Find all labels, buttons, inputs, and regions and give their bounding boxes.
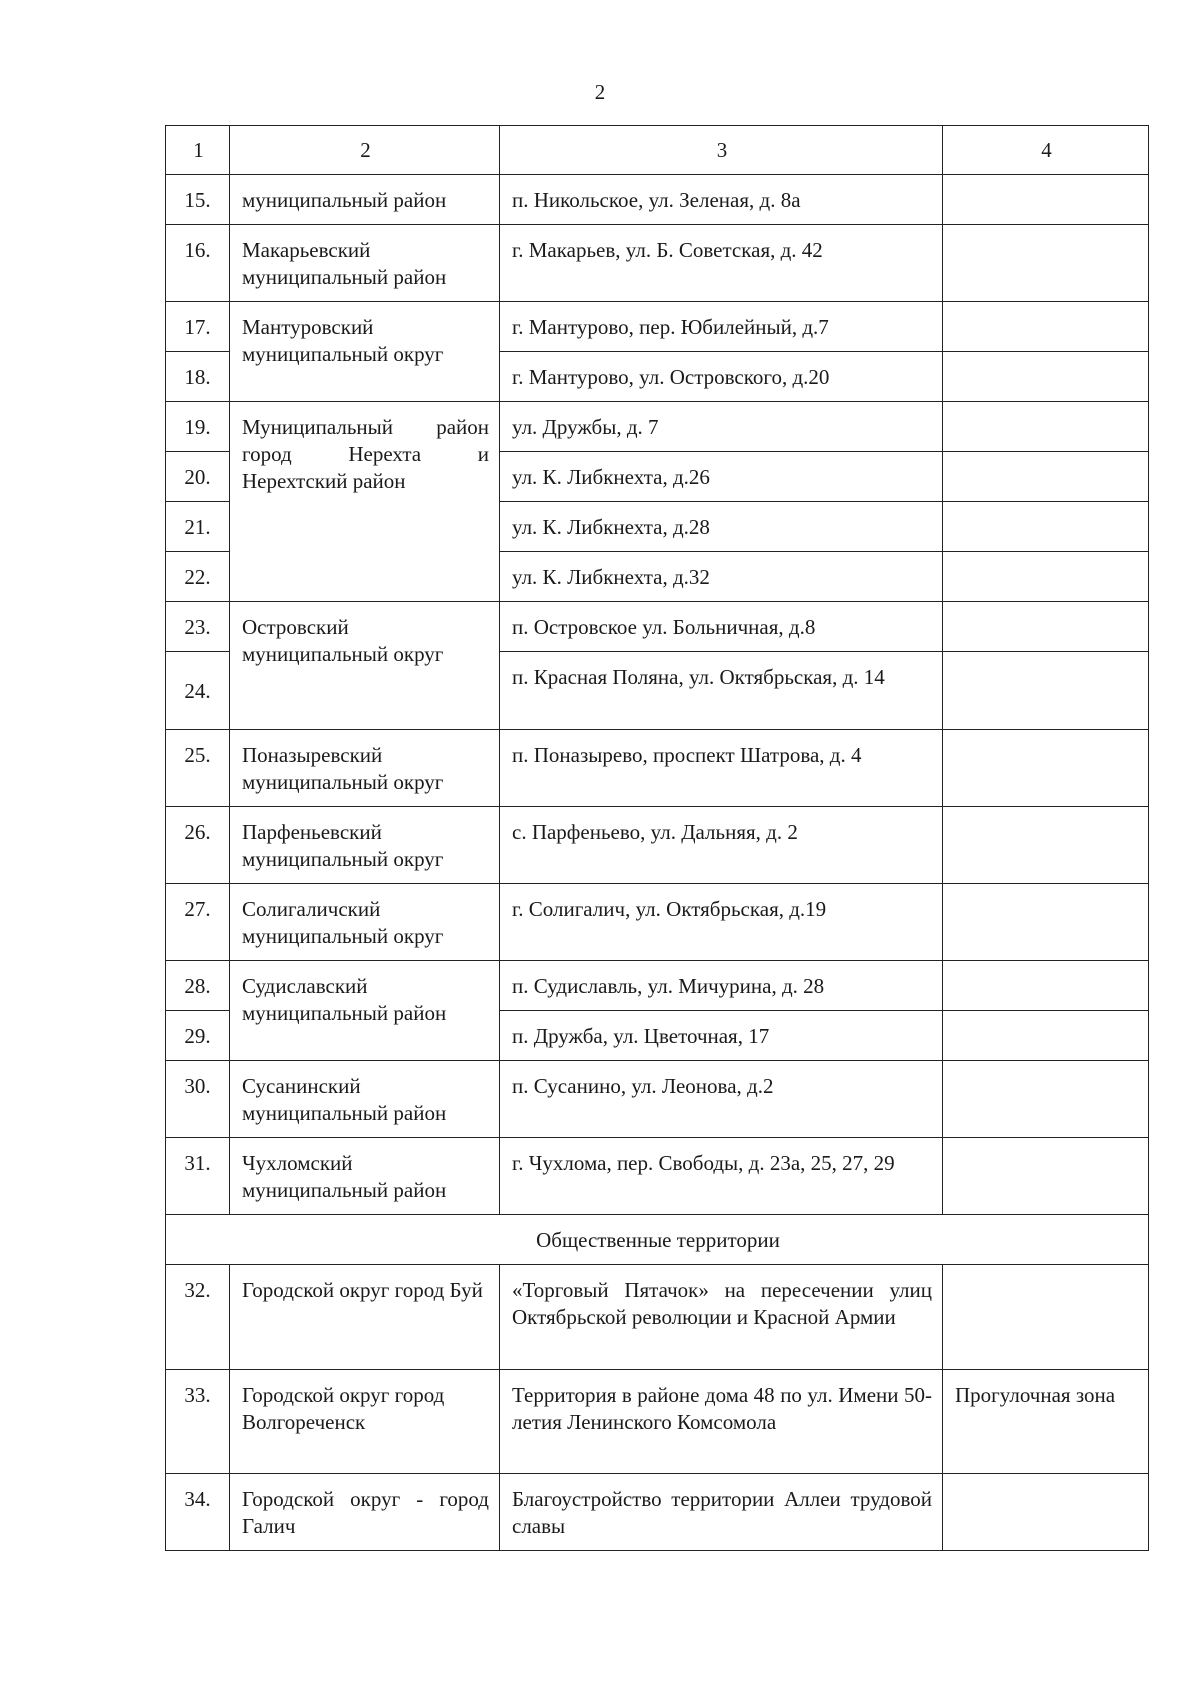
row-number: 31. — [166, 1138, 230, 1215]
address-cell: п. Сусанино, ул. Леонова, д.2 — [500, 1061, 943, 1138]
row-number: 25. — [166, 730, 230, 807]
address-cell: п. Никольское, ул. Зеленая, д. 8а — [500, 175, 943, 225]
district-cell: Островский муниципальный округ — [230, 602, 500, 730]
note-cell — [943, 807, 1149, 884]
row-number: 17. — [166, 302, 230, 352]
row-number: 30. — [166, 1061, 230, 1138]
row-number: 34. — [166, 1474, 230, 1551]
column-header: 4 — [943, 126, 1149, 175]
table-row — [166, 961, 1149, 1011]
address-cell: ул. К. Либкнехта, д.28 — [500, 502, 943, 552]
row-number: 22. — [166, 552, 230, 602]
table-row — [166, 807, 1149, 884]
table-row — [166, 730, 1149, 807]
row-number: 19. — [166, 402, 230, 452]
address-cell: «Торговый Пятачок» на пересечении улиц Октябрьской революции и Красной Армии — [500, 1265, 943, 1370]
note-cell — [943, 1474, 1149, 1551]
note-cell — [943, 302, 1149, 352]
address-cell: п. Судиславль, ул. Мичурина, д. 28 — [500, 961, 943, 1011]
district-cell: Городской округ город Буй — [230, 1265, 500, 1370]
district-cell: Чухломский муниципальный район — [230, 1138, 500, 1215]
column-header: 2 — [230, 126, 500, 175]
row-number: 20. — [166, 452, 230, 502]
note-cell — [943, 1138, 1149, 1215]
address-cell: п. Красная Поляна, ул. Октябрьская, д. 14 — [500, 652, 943, 730]
note-cell — [943, 352, 1149, 402]
row-number: 26. — [166, 807, 230, 884]
address-cell: п. Островское ул. Больничная, д.8 — [500, 602, 943, 652]
note-cell — [943, 502, 1149, 552]
note-cell — [943, 175, 1149, 225]
note-cell — [943, 225, 1149, 302]
section-row — [166, 1215, 1149, 1265]
table-row — [166, 1474, 1149, 1551]
district-cell: Сусанинский муниципальный район — [230, 1061, 500, 1138]
note-cell: Прогулочная зона — [943, 1370, 1149, 1474]
row-number: 33. — [166, 1370, 230, 1474]
table-row — [166, 884, 1149, 961]
note-cell — [943, 452, 1149, 502]
address-cell: ул. К. Либкнехта, д.32 — [500, 552, 943, 602]
address-cell: Территория в районе дома 48 по ул. Имени 50-летия Ленинского Комсомола — [500, 1370, 943, 1474]
column-header: 1 — [166, 126, 230, 175]
district-cell: Парфеньевский муниципальный округ — [230, 807, 500, 884]
table-row — [166, 402, 1149, 452]
section-heading: Общественные территории — [166, 1215, 1149, 1265]
note-cell — [943, 402, 1149, 452]
row-number: 23. — [166, 602, 230, 652]
address-cell: с. Парфеньево, ул. Дальняя, д. 2 — [500, 807, 943, 884]
table-row — [166, 225, 1149, 302]
row-number: 28. — [166, 961, 230, 1011]
row-number: 24. — [166, 652, 230, 730]
district-cell: Городской округ город Волгореченск — [230, 1370, 500, 1474]
column-header: 3 — [500, 126, 943, 175]
district-cell: Макарьевский муниципальный район — [230, 225, 500, 302]
district-cell: Муниципальный район город Нерехта и Нерехтский район — [230, 402, 500, 602]
note-cell — [943, 961, 1149, 1011]
table-row — [166, 1265, 1149, 1370]
page-number: 2 — [594, 80, 606, 104]
district-cell: Поназыревский муниципальный округ — [230, 730, 500, 807]
note-cell — [943, 1011, 1149, 1061]
address-cell: Благоустройство территории Аллеи трудовой славы — [500, 1474, 943, 1551]
address-cell: г. Солигалич, ул. Октябрьская, д.19 — [500, 884, 943, 961]
table-header-row — [166, 126, 1149, 175]
address-cell: п. Поназырево, проспект Шатрова, д. 4 — [500, 730, 943, 807]
address-cell: г. Мантурово, пер. Юбилейный, д.7 — [500, 302, 943, 352]
facilities-table — [165, 125, 1149, 1551]
note-cell — [943, 1061, 1149, 1138]
district-cell: Солигаличский муниципальный округ — [230, 884, 500, 961]
note-cell — [943, 652, 1149, 730]
row-number: 32. — [166, 1265, 230, 1370]
address-cell: ул. Дружбы, д. 7 — [500, 402, 943, 452]
row-number: 16. — [166, 225, 230, 302]
district-cell: муниципальный район — [230, 175, 500, 225]
district-cell: Мантуровский муниципальный округ — [230, 302, 500, 402]
table-row — [166, 302, 1149, 352]
note-cell — [943, 1265, 1149, 1370]
district-cell: Судиславский муниципальный район — [230, 961, 500, 1061]
row-number: 29. — [166, 1011, 230, 1061]
note-cell — [943, 552, 1149, 602]
table-row — [166, 1061, 1149, 1138]
note-cell — [943, 602, 1149, 652]
row-number: 15. — [166, 175, 230, 225]
table-row — [166, 602, 1149, 652]
note-cell — [943, 884, 1149, 961]
address-cell: г. Макарьев, ул. Б. Советская, д. 42 — [500, 225, 943, 302]
note-cell — [943, 730, 1149, 807]
row-number: 21. — [166, 502, 230, 552]
row-number: 27. — [166, 884, 230, 961]
address-cell: г. Чухлома, пер. Свободы, д. 23а, 25, 27, 29 — [500, 1138, 943, 1215]
table-row — [166, 175, 1149, 225]
district-cell: Городской округ - город Галич — [230, 1474, 500, 1551]
address-cell: г. Мантурово, ул. Островского, д.20 — [500, 352, 943, 402]
row-number: 18. — [166, 352, 230, 402]
address-cell: п. Дружба, ул. Цветочная, 17 — [500, 1011, 943, 1061]
table-row — [166, 1138, 1149, 1215]
address-cell: ул. К. Либкнехта, д.26 — [500, 452, 943, 502]
table-row — [166, 1370, 1149, 1474]
